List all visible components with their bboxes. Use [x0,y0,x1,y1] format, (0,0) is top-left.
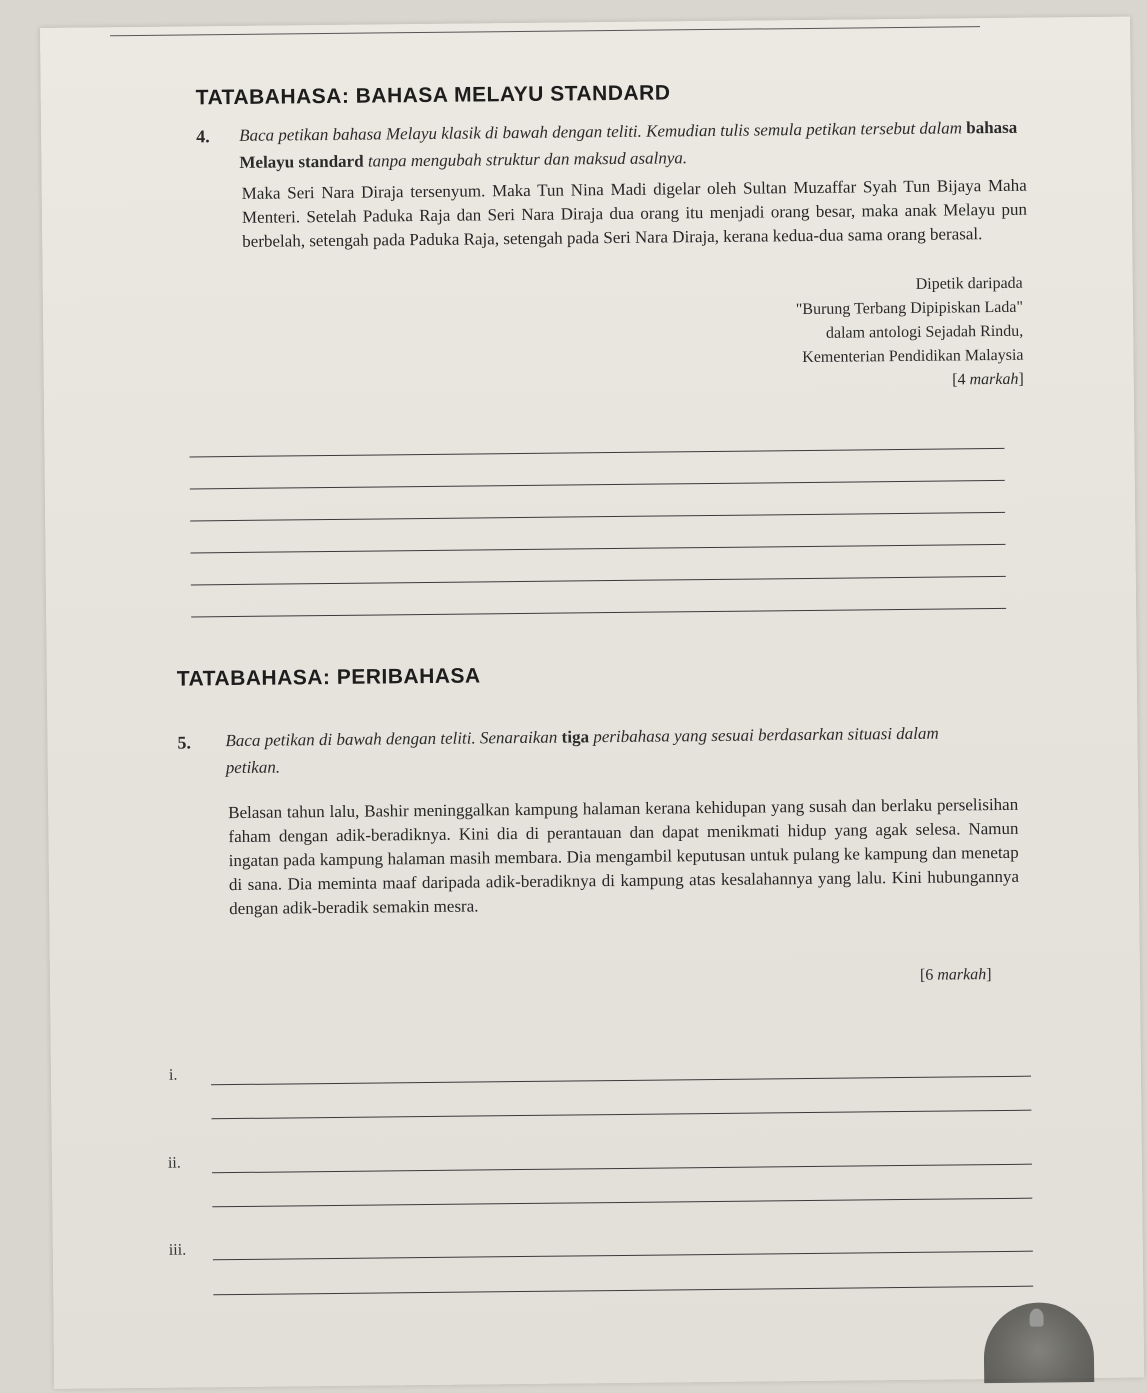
answer-label-i: i. [168,1066,178,1084]
question-5-passage: Belasan tahun lalu, Bashir meninggalkan kampung halaman kerana kehidupan yang susah dan berlaku perselisihan faham dengan adik-beradiknya. Kini dia di perantauan dan dapat menikmati hidup yang agak selesa. Namun ingatan pada kampung halaman masih membara. Dia mengambil keputusan untuk pulang ke kampung dan menetap di sana. Dia meminta maaf daripada adik-beradiknya di kampung atas kesalahannya yang lalu. Kini hubungannya dengan adik-beradik semakin mesra. [228,794,1020,919]
corner-emblem-icon [983,1302,1094,1383]
section-title-standard: TATABAHASA: BAHASA MELAYU STANDARD [195,81,671,110]
answer-label-ii: ii. [167,1154,181,1172]
answer-line[interactable] [211,1110,1031,1120]
instruction-text-b: tanpa mengubah struktur dan maksud asalnya. [367,148,688,171]
worksheet-page [40,17,1144,1389]
instruction-bold: tiga [561,727,590,747]
answer-label-iii: iii. [168,1241,187,1259]
answer-line[interactable] [190,512,1005,522]
question-5-instruction [225,719,986,781]
answer-line[interactable] [212,1164,1032,1174]
answer-line[interactable] [213,1286,1033,1296]
section-title-peribahasa: TATABAHASA: PERIBAHASA [176,664,481,691]
question-number-4: 4. [196,126,210,147]
answer-line[interactable] [212,1198,1032,1208]
instruction-text-a: Baca petikan bahasa Melayu klasik di bawah dengan teliti. Kemudian tulis semula petikan tersebut dalam [239,118,963,145]
question-number-5: 5. [177,732,192,753]
passage-source [603,272,1024,396]
instruction-text-a: Baca petikan di bawah dengan teliti. Senaraikan [225,727,558,751]
question-5-marks: [6 markah] [919,966,992,984]
answer-line[interactable] [189,448,1004,458]
top-rule [110,26,980,36]
question-4-instruction [239,114,1030,176]
instruction-bold: bahasa Melayu standard [239,117,1018,172]
question-4-passage: Maka Seri Nara Diraja tersenyum. Maka Tun Nina Madi digelar oleh Sultan Muzaffar Syah Tun Bijaya Maha Menteri. Setelah Paduka Raja dan Seri Nara Diraja dua orang itu menjadi orang besar, maka anak Melayu pun berbelah, setengah pada Paduka Raja, setengah pada Seri Nara Diraja, kerana kedua-dua sama orang berasal. [241,175,1028,251]
answer-line[interactable] [213,1251,1033,1261]
question-4-marks: [4 markah] [952,370,1024,389]
source-line-2: "Burung Terbang Dipipiskan Lada" [795,298,1024,319]
source-line-4: Kementerian Pendidikan Malaysia [802,346,1024,367]
answer-line[interactable] [211,1076,1031,1086]
answer-line[interactable] [191,608,1006,618]
answer-line[interactable] [190,480,1005,490]
answer-line[interactable] [191,544,1006,554]
answer-line[interactable] [191,576,1006,586]
source-line-1: Dipetik daripada [915,274,1023,293]
source-line-3: dalam antologi Sejadah Rindu, [825,322,1024,342]
instruction-text-b: peribahasa yang sesuai berdasarkan situasi dalam petikan. [225,723,939,778]
